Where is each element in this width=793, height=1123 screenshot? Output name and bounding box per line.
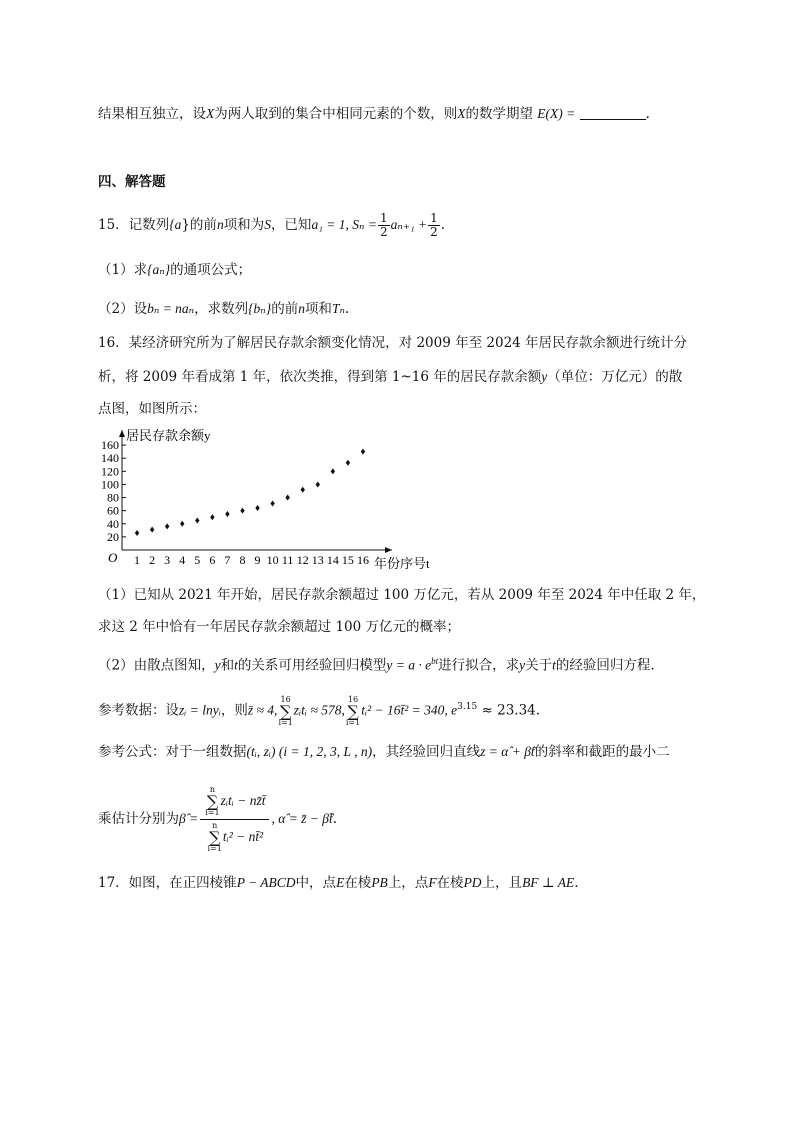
q15-stem [98, 210, 445, 240]
q15-p1-c: 的通项公式； [170, 262, 252, 278]
sum-top: 16 [280, 694, 291, 704]
frac-num: 1 [430, 211, 438, 225]
q16-line2-b: （单位：万亿元）的散 [547, 369, 683, 385]
ref-data-label: 参考数据：设 [98, 702, 179, 719]
beta-numerator [200, 786, 269, 820]
sigma-symbol: ∑ [208, 828, 221, 847]
x-tick-label: 10 [266, 553, 279, 567]
q14-var-x: X [206, 106, 215, 121]
x-tick-label: 11 [281, 553, 294, 567]
q15-end: . [440, 217, 446, 233]
formula-end: 的斜率和截距的最小二 [534, 744, 670, 760]
x-tick-label: 7 [224, 553, 231, 567]
q16-line1: 16．某经济研究所为了解居民存款余额变化情况，对 2009 年至 2024 年居民存款余额进行统计分 [98, 335, 688, 351]
q15-p2-e: 的前 [271, 301, 299, 317]
y-axis-arrow [119, 430, 125, 437]
q16-p2-d: 进行拟合，求 [438, 657, 520, 674]
q15-p2-a: （2）设 [98, 301, 148, 317]
q15-p2-f: n [298, 301, 305, 316]
sum-sigma-2 [346, 696, 360, 727]
q16-p2-b: 和 [220, 657, 235, 674]
x-axis-label: 年份序号t [374, 556, 430, 571]
q16-part1-line1: （1）已知从 2021 年开始，居民存款余额超过 100 万亿元，若从 2009 年至 2024 年中任取 2 年， [98, 587, 706, 603]
q17-d: 上，点 [387, 875, 429, 891]
frac-den: 2 [379, 225, 388, 239]
x-tick-label: 8 [239, 553, 246, 567]
sum-bottom: i=1 [345, 717, 361, 727]
sigma-symbol: ∑ [279, 701, 292, 721]
q17-perp: BF ⊥ AE [522, 875, 575, 890]
x-tick-label: 13 [311, 553, 324, 567]
q16-p2-t2: t [552, 657, 556, 673]
q15-n: n [216, 217, 224, 232]
x-tick-label: 12 [296, 553, 309, 567]
q15-text-b: }的前 [181, 217, 217, 233]
data-point [240, 508, 244, 514]
ref-exp: 3.15 [457, 702, 478, 712]
den-sum: tᵢ² − nt̄² [222, 829, 264, 844]
q17-pyramid: P − ABCD [236, 875, 296, 890]
q17-b: 中，点 [295, 875, 337, 891]
q15-seq: {a [169, 217, 182, 232]
y-tick-label: 40 [107, 516, 119, 531]
q15-text-a: 15．记数列 [98, 217, 170, 233]
q17-a: 17．如图，在正四棱锥 [98, 875, 237, 891]
q16-line2 [98, 367, 682, 387]
data-point [165, 523, 169, 529]
frac-den: 2 [430, 225, 438, 239]
data-point [255, 505, 259, 511]
ls-label: 乘估计分别为 [98, 811, 179, 827]
q16-formula [98, 742, 670, 762]
q16-var-y: y [541, 369, 548, 384]
section-title: 四、解答题 [98, 174, 166, 190]
sum-top: 16 [347, 694, 359, 704]
y-tick-label: 100 [101, 477, 119, 492]
q15-p2-d: {bₙ} [248, 301, 272, 316]
q15-p2-g: 项和 [304, 301, 332, 317]
alpha-hat: , α̂ = z̄ − β̂t̄ [271, 811, 333, 826]
formula-line: z = α̂ + β̂t [480, 744, 535, 759]
x-tick-label: 9 [254, 553, 261, 567]
sigma-symbol: ∑ [347, 701, 359, 721]
q15-frac-2 [428, 212, 440, 239]
q16-p2-y: y [214, 657, 221, 673]
answer-blank[interactable] [580, 105, 646, 120]
chart-ticks [101, 438, 369, 567]
x-tick-label: 14 [326, 553, 339, 567]
x-tick-label: 4 [179, 553, 186, 567]
data-point [331, 468, 335, 474]
ref-sum2: tᵢ² − 16t̄² = 340, e [361, 702, 458, 718]
y-axis-label: 居民存款余额y [126, 428, 211, 443]
scatter-chart [98, 424, 430, 574]
q17-stem [98, 873, 579, 893]
ref-sum1: zᵢtᵢ ≈ 578, [293, 702, 345, 718]
q17-pb: PB [371, 875, 388, 890]
data-point [346, 460, 350, 466]
q15-frac-1 [378, 212, 390, 239]
data-point [180, 521, 184, 527]
q17-end: . [574, 875, 579, 891]
y-tick-label: 140 [101, 451, 119, 466]
q15-sn: S [264, 217, 271, 232]
y-tick-label: 160 [101, 438, 119, 453]
q16-p2-a: （2）由散点图知， [98, 657, 215, 674]
q15-text-c: 项和为 [223, 217, 265, 233]
chart-axes [119, 430, 392, 553]
x-tick-label: 15 [341, 553, 354, 567]
q16-model: y = a · e [386, 657, 432, 673]
chart-points [135, 449, 365, 536]
q14-expectation: E(X) = [537, 106, 576, 121]
beta-denominator [202, 820, 267, 853]
data-point [301, 487, 305, 493]
sum-bottom: i=1 [205, 808, 220, 817]
q14-text-1: 结果相互独立，设 [98, 106, 206, 122]
y-tick-label: 20 [107, 529, 119, 544]
ref-z: zᵢ = lnyᵢ [179, 702, 221, 718]
q16-p2-f: 的经验回归方程. [555, 657, 655, 674]
formula-label: 参考公式：对于一组数据 [98, 744, 247, 760]
num-sum: zᵢtᵢ − nz̄t̄ [220, 793, 266, 808]
origin-label: O [108, 550, 118, 565]
q15-part2 [98, 299, 349, 319]
q15-condition: a₁ = 1, Sₙ = [311, 217, 377, 232]
data-point [361, 449, 365, 455]
q15-p2-b: bₙ = naₙ [147, 301, 195, 316]
data-point [285, 495, 289, 501]
q15-an1: aₙ₊₁ + [390, 217, 428, 232]
x-tick-label: 3 [164, 553, 171, 567]
y-tick-label: 80 [107, 490, 119, 505]
q17-pd: PD [463, 875, 482, 890]
q16-line2-a: 析，将 2009 年看成第 1 年，依次类推，得到第 1~16 年的居民存款余额 [98, 369, 542, 385]
ref-then: ，则 [220, 702, 248, 719]
beta-hat: β̂ = [179, 811, 199, 826]
q16-ref-data [98, 694, 540, 727]
y-tick-label: 120 [101, 464, 119, 479]
data-point [210, 514, 214, 520]
x-tick-label: 5 [194, 553, 201, 567]
x-tick-label: 16 [356, 553, 369, 567]
den-sigma [207, 822, 221, 853]
ref-zbar: z̄ ≈ 4, [247, 702, 278, 718]
q14-text-2: 为两人取到的集合中相同元素的个数，则 [214, 106, 458, 122]
q14-end: . [645, 106, 650, 122]
sum-bottom: i=1 [278, 717, 293, 727]
data-point [225, 511, 229, 517]
q16-p2-c: 的关系可用经验回归模型 [237, 657, 387, 674]
sum-top: n [212, 821, 218, 830]
data-point [150, 527, 154, 533]
x-tick-label: 6 [209, 553, 216, 567]
data-point [270, 500, 274, 506]
data-point [135, 530, 139, 536]
x-axis-arrow [385, 547, 392, 553]
q14-text-3: 的数学期望 [465, 106, 533, 122]
sigma-symbol: ∑ [206, 792, 219, 811]
sum-bottom: i=1 [207, 844, 222, 853]
sum-sigma-1 [278, 696, 292, 727]
y-tick-label: 60 [107, 503, 119, 518]
q16-part2 [98, 651, 655, 676]
q15-p1-b: {aₙ} [147, 262, 171, 277]
ref-value: ≈ 23.34 [481, 702, 536, 719]
q16-part1-line2: 求这 2 年中恰有一年居民存款余额超过 100 万亿元的概率； [98, 619, 461, 635]
q17-h: 上，且 [481, 875, 523, 891]
alpha-end: . [332, 811, 338, 827]
x-tick-label: 1 [134, 553, 141, 567]
q16-model-exp: bt [431, 656, 439, 666]
q17-c: 在棱 [344, 875, 372, 891]
q17-e: E [336, 875, 345, 890]
q15-text-d: ，已知 [270, 217, 312, 233]
q14-tail-line [98, 104, 650, 124]
q17-g: 在棱 [436, 875, 464, 891]
data-point [316, 481, 320, 487]
q16-least-squares [98, 786, 337, 853]
q16-p2-e: 关于 [525, 657, 553, 674]
num-sigma [205, 786, 219, 817]
frac-num: 1 [379, 211, 388, 225]
q15-p2-i: . [344, 301, 350, 317]
q15-p1-a: （1）求 [98, 262, 148, 278]
q14-var-x2: X [457, 106, 466, 121]
q17-f: F [428, 875, 437, 890]
q16-p2-t: t [234, 657, 238, 673]
beta-fraction [200, 786, 269, 853]
x-tick-label: 2 [149, 553, 156, 567]
q16-p2-y2: y [519, 657, 526, 673]
data-point [195, 518, 199, 524]
ref-end: . [535, 702, 541, 719]
formula-mid: ，其经验回归直线 [372, 744, 481, 760]
sum-top: n [209, 785, 215, 794]
q15-p2-h: Tₙ [331, 301, 345, 316]
q15-p2-c: ，求数列 [194, 301, 249, 317]
q16-line3: 点图，如图所示： [98, 401, 206, 417]
q15-part1 [98, 260, 251, 280]
formula-pairs: (tᵢ, zᵢ) (i = 1, 2, 3, L , n) [246, 744, 373, 759]
